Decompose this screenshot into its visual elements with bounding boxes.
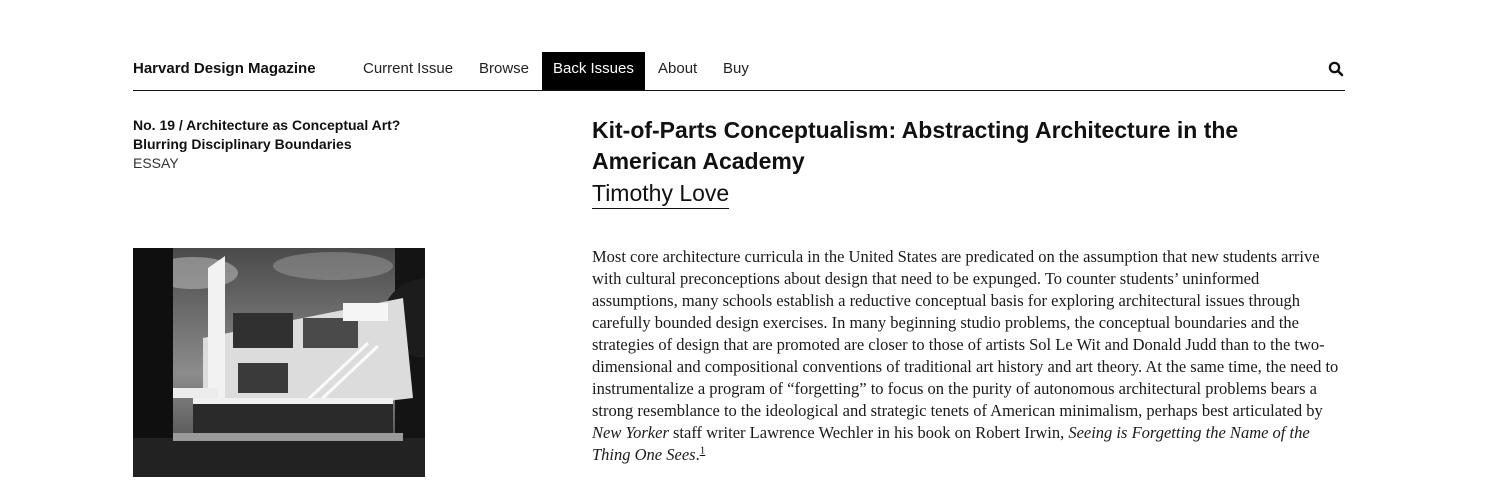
nav-item-about[interactable]: About [658, 60, 698, 77]
nav-item-browse[interactable]: Browse [479, 60, 530, 77]
search-icon[interactable] [1327, 60, 1345, 78]
nav-item-buy[interactable]: Buy [723, 60, 749, 77]
body-text-end: . [695, 445, 700, 464]
body-text-part2: staff writer Lawrence Wechler in his book on Robert Irwin, [668, 423, 1069, 442]
author-link[interactable]: Timothy Love [592, 178, 729, 209]
book-title: Seeing is Forgetting the Name of the Thing One Sees [592, 423, 1310, 464]
top-navigation [133, 52, 1345, 91]
body-text-part1: Most core architecture curricula in the United States are predicated on the assumption that new students arrive with cultural preconceptions about design that need to be expunged. To counter students’ uninformed assumptions, many schools establish a reductive conceptual basis for exploring architectural issues through carefully bounded design exercises. In many beginning studio problems, the conceptual boundaries and the strategies of design that are promoted are closer to those of artists Sol Le Wit and Donald Judd than to the two-dimensional and compositional conventions of traditional art history and art theory. At the same time, the need to instrumentalize a program of “forgetting” to focus on the purity of autonomous architectural problems bears a strong resemblance to the ideological and strategic tenets of American minimalism, perhaps best articulated by [592, 247, 1339, 420]
site-logo[interactable]: Harvard Design Magazine [133, 60, 316, 77]
article-title: Kit-of-Parts Conceptualism: Abstracting Architecture in the American Academy [592, 117, 1239, 174]
issue-info [133, 116, 433, 173]
issue-title-link[interactable]: No. 19 / Architecture as Conceptual Art? Blurring Disciplinary Boundaries [133, 117, 401, 152]
article-type-label: ESSAY [133, 155, 179, 171]
feature-image [133, 248, 425, 477]
footnote-link[interactable]: 1 [699, 444, 706, 457]
nav-item-back-issues[interactable]: Back Issues [542, 52, 645, 90]
nav-item-current-issue[interactable]: Current Issue [363, 60, 454, 77]
article-body [592, 246, 1344, 466]
publication-title: New Yorker [592, 423, 669, 442]
